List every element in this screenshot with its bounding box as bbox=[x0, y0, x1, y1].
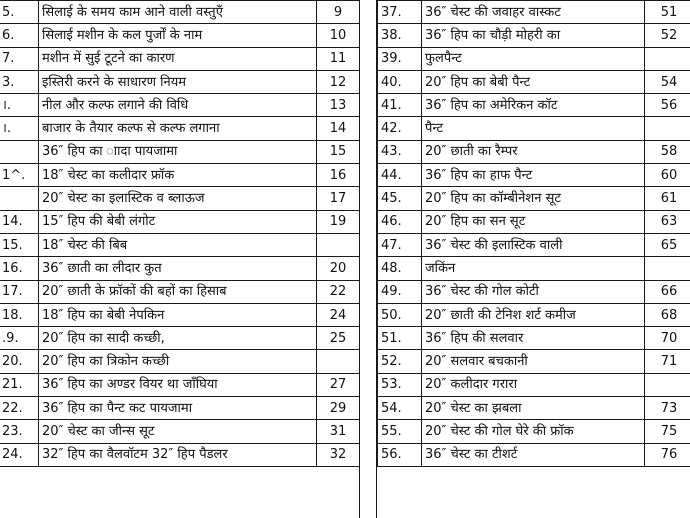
item-title: 36″ हिप का हाफ पैन्ट bbox=[422, 164, 645, 187]
item-title: जकिंन bbox=[422, 257, 645, 280]
table-row bbox=[378, 280, 690, 303]
item-number: 53. bbox=[378, 373, 422, 396]
item-title: 20″ चेस्ट का झबला bbox=[422, 397, 645, 420]
item-number: 5. bbox=[0, 1, 39, 24]
table-row bbox=[0, 140, 360, 163]
item-title: 32″ हिप का वैलवॉटम 32″ हिप पैडलर bbox=[39, 443, 317, 466]
item-number: 43. bbox=[378, 140, 422, 163]
page-number: 51 bbox=[645, 1, 690, 24]
item-title: 36″ हिप की सलवार bbox=[422, 327, 645, 350]
contents-table-right bbox=[377, 0, 690, 467]
item-number: 52. bbox=[378, 350, 422, 373]
item-title: 36″ चेस्ट की इलास्टिक वाली bbox=[422, 233, 645, 256]
page-number: 71 bbox=[645, 350, 690, 373]
item-title: 20″ हिप का सादी कच्छी, bbox=[39, 327, 317, 350]
page-number: 66 bbox=[645, 280, 690, 303]
item-number: 44. bbox=[378, 164, 422, 187]
page-number: 16 bbox=[317, 164, 360, 187]
item-number: 23. bbox=[0, 420, 39, 443]
item-number: 3. bbox=[0, 70, 39, 93]
table-row bbox=[378, 257, 690, 280]
table-row bbox=[0, 443, 360, 466]
item-number bbox=[0, 140, 39, 163]
table-row bbox=[0, 24, 360, 47]
item-number: 54. bbox=[378, 397, 422, 420]
item-title: 20″ हिप का सन सूट bbox=[422, 210, 645, 233]
item-number: 55. bbox=[378, 420, 422, 443]
page-number bbox=[645, 117, 690, 140]
item-title: इस्तिरी करने के साधारण नियम bbox=[39, 70, 317, 93]
item-title: 36″ हिप का अण्डर वियर था जाँघिया bbox=[39, 373, 317, 396]
item-title: 36″ चेस्ट का टीशर्ट bbox=[422, 443, 645, 466]
page-number: 13 bbox=[317, 94, 360, 117]
item-title: सिलाई के समय काम आने वाली वस्तुएँ bbox=[39, 1, 317, 24]
item-number: 45. bbox=[378, 187, 422, 210]
table-row bbox=[378, 350, 690, 373]
table-row bbox=[0, 303, 360, 326]
item-number: 15. bbox=[0, 233, 39, 256]
page-number: 20 bbox=[317, 257, 360, 280]
page-number: 65 bbox=[645, 233, 690, 256]
table-row bbox=[0, 350, 360, 373]
item-title: 20″ हिप का त्रिकोन कच्छी bbox=[39, 350, 317, 373]
item-title: 20″ छाती का रैम्पर bbox=[422, 140, 645, 163]
page-number: 15 bbox=[317, 140, 360, 163]
item-title: 36″ छाती का लीदार कुत bbox=[39, 257, 317, 280]
table-row bbox=[0, 327, 360, 350]
item-number: 42. bbox=[378, 117, 422, 140]
page-number: 22 bbox=[317, 280, 360, 303]
item-title: 20″ छाती की टेनिश शर्ट कमीज bbox=[422, 303, 645, 326]
table-row bbox=[0, 280, 360, 303]
table-row bbox=[378, 443, 690, 466]
table-row bbox=[378, 1, 690, 24]
table-row bbox=[378, 187, 690, 210]
item-title: बाजार के तैयार कल्फ से कल्फ लगाना bbox=[39, 117, 317, 140]
table-row bbox=[0, 420, 360, 443]
item-title: पैन्ट bbox=[422, 117, 645, 140]
page-number: 11 bbox=[317, 47, 360, 70]
table-row bbox=[0, 257, 360, 280]
item-title: 20″ हिप का बेबी पैन्ट bbox=[422, 70, 645, 93]
item-number: 56. bbox=[378, 443, 422, 466]
page-number: 19 bbox=[317, 210, 360, 233]
table-row bbox=[0, 94, 360, 117]
table-row bbox=[0, 233, 360, 256]
item-title: 20″ छाती के फ्रॉकों की बहों का हिसाब bbox=[39, 280, 317, 303]
table-row bbox=[0, 210, 360, 233]
table-row bbox=[378, 70, 690, 93]
table-row bbox=[0, 373, 360, 396]
table-row bbox=[378, 210, 690, 233]
item-title: 36″ चेस्ट की जवाहर वास्कट bbox=[422, 1, 645, 24]
item-title: फुलपैन्ट bbox=[422, 47, 645, 70]
item-number: 18. bbox=[0, 303, 39, 326]
page-number bbox=[317, 233, 360, 256]
item-number: 51. bbox=[378, 327, 422, 350]
table-row bbox=[0, 187, 360, 210]
item-title: मशीन में सुई टूटने का कारण bbox=[39, 47, 317, 70]
page-number: 9 bbox=[317, 1, 360, 24]
page-number: 58 bbox=[645, 140, 690, 163]
page-number: 25 bbox=[317, 327, 360, 350]
item-number: 14. bbox=[0, 210, 39, 233]
item-number: .9. bbox=[0, 327, 39, 350]
item-number: ।. bbox=[0, 94, 39, 117]
table-row bbox=[0, 164, 360, 187]
item-title: 36″ हिप का चौड़ी मोहरी का bbox=[422, 24, 645, 47]
item-number: ।. bbox=[0, 117, 39, 140]
column-divider bbox=[359, 0, 377, 518]
table-row bbox=[0, 397, 360, 420]
item-title: 20″ सलवार बचकानी bbox=[422, 350, 645, 373]
page-number: 17 bbox=[317, 187, 360, 210]
item-number: 40. bbox=[378, 70, 422, 93]
item-number: 38. bbox=[378, 24, 422, 47]
item-number bbox=[0, 187, 39, 210]
page-number: 14 bbox=[317, 117, 360, 140]
item-number: 20. bbox=[0, 350, 39, 373]
item-number: 47. bbox=[378, 233, 422, 256]
page-number: 63 bbox=[645, 210, 690, 233]
item-title: 20″ चेस्ट की गोल घेरे की फ्रॉक bbox=[422, 420, 645, 443]
item-title: सिलाई मशीन के कल पुर्जों के नाम bbox=[39, 24, 317, 47]
item-number: 6. bbox=[0, 24, 39, 47]
item-number: 49. bbox=[378, 280, 422, 303]
table-row bbox=[378, 24, 690, 47]
page-number bbox=[317, 350, 360, 373]
item-number: 1^. bbox=[0, 164, 39, 187]
contents-table-left bbox=[0, 0, 360, 467]
page-number: 10 bbox=[317, 24, 360, 47]
table-row bbox=[378, 117, 690, 140]
item-title: 15″ हिप की बेबी लंगोट bbox=[39, 210, 317, 233]
table-row bbox=[378, 47, 690, 70]
page-number: 54 bbox=[645, 70, 690, 93]
item-title: 18″ चेस्ट की बिब bbox=[39, 233, 317, 256]
page-number: 68 bbox=[645, 303, 690, 326]
item-number: 17. bbox=[0, 280, 39, 303]
item-number: 24. bbox=[0, 443, 39, 466]
item-title: 18″ हिप का बेबी नेपकिन bbox=[39, 303, 317, 326]
item-number: 21. bbox=[0, 373, 39, 396]
table-row bbox=[0, 117, 360, 140]
page-number: 32 bbox=[317, 443, 360, 466]
page-number bbox=[645, 257, 690, 280]
item-title: 36″ हिप का ाादा पायजामा bbox=[39, 140, 317, 163]
item-number: 22. bbox=[0, 397, 39, 420]
page-number: 70 bbox=[645, 327, 690, 350]
table-row bbox=[378, 94, 690, 117]
item-title: नील और कल्फ लगाने की विधि bbox=[39, 94, 317, 117]
table-row bbox=[378, 397, 690, 420]
table-row bbox=[378, 140, 690, 163]
page-number: 29 bbox=[317, 397, 360, 420]
item-number: 48. bbox=[378, 257, 422, 280]
item-title: 20″ हिप का कॉम्बीनेशन सूट bbox=[422, 187, 645, 210]
item-number: 39. bbox=[378, 47, 422, 70]
page-number: 24 bbox=[317, 303, 360, 326]
table-row bbox=[378, 327, 690, 350]
table-row bbox=[378, 420, 690, 443]
item-title: 20″ कलीदार गरारा bbox=[422, 373, 645, 396]
item-title: 36″ हिप का पैन्ट कट पायजामा bbox=[39, 397, 317, 420]
page-number: 31 bbox=[317, 420, 360, 443]
page-number: 56 bbox=[645, 94, 690, 117]
page-number: 52 bbox=[645, 24, 690, 47]
table-row bbox=[0, 70, 360, 93]
table-row bbox=[378, 373, 690, 396]
page-number: 75 bbox=[645, 420, 690, 443]
page-number: 76 bbox=[645, 443, 690, 466]
page-number: 61 bbox=[645, 187, 690, 210]
item-title: 20″ चेस्ट का जीन्स सूट bbox=[39, 420, 317, 443]
table-row bbox=[378, 164, 690, 187]
item-title: 36″ चेस्ट की गोल कोटी bbox=[422, 280, 645, 303]
table-row bbox=[378, 303, 690, 326]
page-number: 73 bbox=[645, 397, 690, 420]
item-title: 20″ चेस्ट का इलास्टिक व ब्लाऊज bbox=[39, 187, 317, 210]
table-row bbox=[0, 47, 360, 70]
page-number bbox=[645, 47, 690, 70]
item-number: 46. bbox=[378, 210, 422, 233]
item-number: 41. bbox=[378, 94, 422, 117]
item-number: 37. bbox=[378, 1, 422, 24]
page-number bbox=[645, 373, 690, 396]
item-number: 7. bbox=[0, 47, 39, 70]
item-title: 36″ हिप का अमेरिकन कॉट bbox=[422, 94, 645, 117]
page-number: 27 bbox=[317, 373, 360, 396]
table-row bbox=[378, 233, 690, 256]
item-number: 50. bbox=[378, 303, 422, 326]
item-title: 18″ चेस्ट का कलीदार फ्रॉक bbox=[39, 164, 317, 187]
item-number: 16. bbox=[0, 257, 39, 280]
page-number: 60 bbox=[645, 164, 690, 187]
page-number: 12 bbox=[317, 70, 360, 93]
table-row bbox=[0, 1, 360, 24]
